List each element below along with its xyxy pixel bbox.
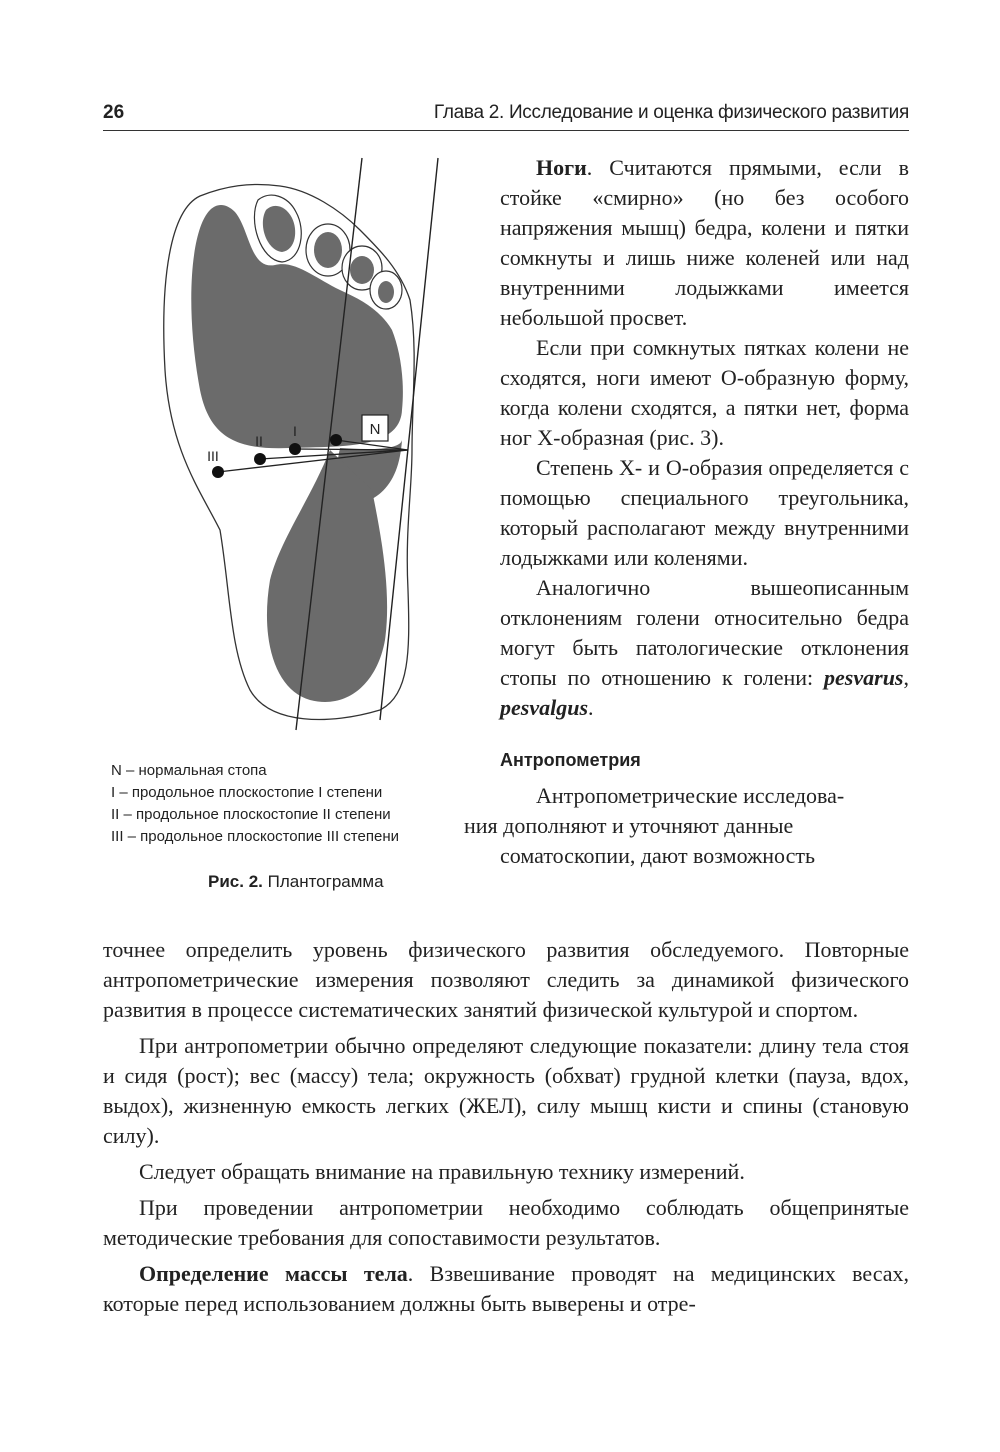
line: соматоскопии, дают возможность: [500, 843, 815, 868]
paragraph-text: Аналогично вышеописанным отклонениям голени относительно бедра могут быть патологические отклонения стопы по отношению к голени:: [500, 575, 909, 690]
paragraph-anthropometry-start: [464, 781, 909, 871]
label-ii: II: [255, 433, 263, 449]
term-legs: Ноги: [536, 155, 587, 180]
toe-print-4: [378, 281, 394, 303]
term-pesvalgus: pesvalgus: [500, 695, 588, 720]
figure-legend: [111, 760, 399, 848]
label-n: N: [369, 421, 381, 438]
chapter-title: Глава 2. Исследование и оценка физического развития: [433, 102, 909, 123]
caption-label: Рис. 2.: [208, 872, 263, 891]
paragraph-anthropometry-cont: точнее определить уровень физического развития обследуемого. Повторные антропометрические измерения позволяют следить за динамикой физического развития в процессе систематических занятий физической культурой и спортом.: [103, 937, 909, 1022]
separator: ,: [903, 665, 909, 690]
term-pesvarus: pesvarus: [824, 665, 904, 690]
page-header: [103, 100, 909, 130]
figure-caption: [208, 872, 384, 892]
point-i: [289, 443, 301, 455]
paragraph-indicators: При антропометрии обычно определяют следующие показатели: длину тела стоя и сидя (рост); вес (массу) тела; окружность (обхват) грудной клетки (пауза, вдох, выдох), жизненную емкость легких (ЖЕЛ), силу мышц кисти и спины (становую силу).: [103, 1033, 909, 1148]
legend-item: N – нормальная стопа: [111, 762, 267, 779]
label-i: I: [293, 423, 297, 439]
header-rule: [103, 130, 909, 131]
label-iii: III: [207, 448, 219, 464]
legend-item: II – продольное плоскостопие II степени: [111, 806, 391, 823]
caption-text: Плантограмма: [262, 872, 384, 891]
point-ii: [254, 453, 266, 465]
paragraph-text: . Взвешивание проводят на медицинских весах, которые перед использованием должны быть выверены и отре-: [103, 1261, 909, 1316]
paragraph-technique: Следует обращать внимание на правильную технику измерений.: [139, 1159, 745, 1184]
paragraph-degree: Степень Х- и О-образия определяется с помощью специального треугольника, который располагают между внутренними лодыжками или коленями.: [500, 455, 909, 570]
paragraph-legs: [500, 153, 909, 333]
plantogram-figure: [100, 150, 490, 750]
line: Антропометрические исследова-: [536, 783, 845, 808]
point-iii: [212, 466, 224, 478]
legend-item: I – продольное плоскостопие I степени: [111, 784, 383, 801]
section-heading: Антропометрия: [500, 750, 641, 770]
paragraph-foot-deviations: [500, 573, 909, 723]
paragraph-text: . Считаются прямыми, если в стойке «смирно» (но без особого напряжения мышц) бедра, колени и пятки сомкнуты и лишь ниже коленей или над внутренними лодыжками имеется небольшой просвет.: [500, 155, 909, 330]
point-n: [330, 434, 342, 446]
paragraph-body-mass: [103, 1259, 909, 1319]
legend-item: III – продольное плоскостопие III степени: [111, 828, 399, 845]
toe-print-3: [350, 256, 374, 284]
paragraph-o-shape: Если при сомкнутых пятках колени не сходятся, ноги имеют О-образную форму, когда колени сходятся, а пятки нет, форма ног Х-образная (рис. 3).: [500, 335, 909, 450]
right-column: [464, 153, 909, 871]
period: .: [588, 695, 594, 720]
line: ния дополняют и уточняют данные: [464, 813, 794, 838]
term-body-mass: Определение массы тела: [139, 1261, 408, 1286]
toe-print-2: [314, 232, 342, 268]
page-number: 26: [103, 102, 125, 123]
paragraph-requirements: При проведении антропометрии необходимо соблюдать общепринятые методические требования для сопоставимости результатов.: [103, 1195, 909, 1250]
full-width-text: [103, 935, 909, 1319]
